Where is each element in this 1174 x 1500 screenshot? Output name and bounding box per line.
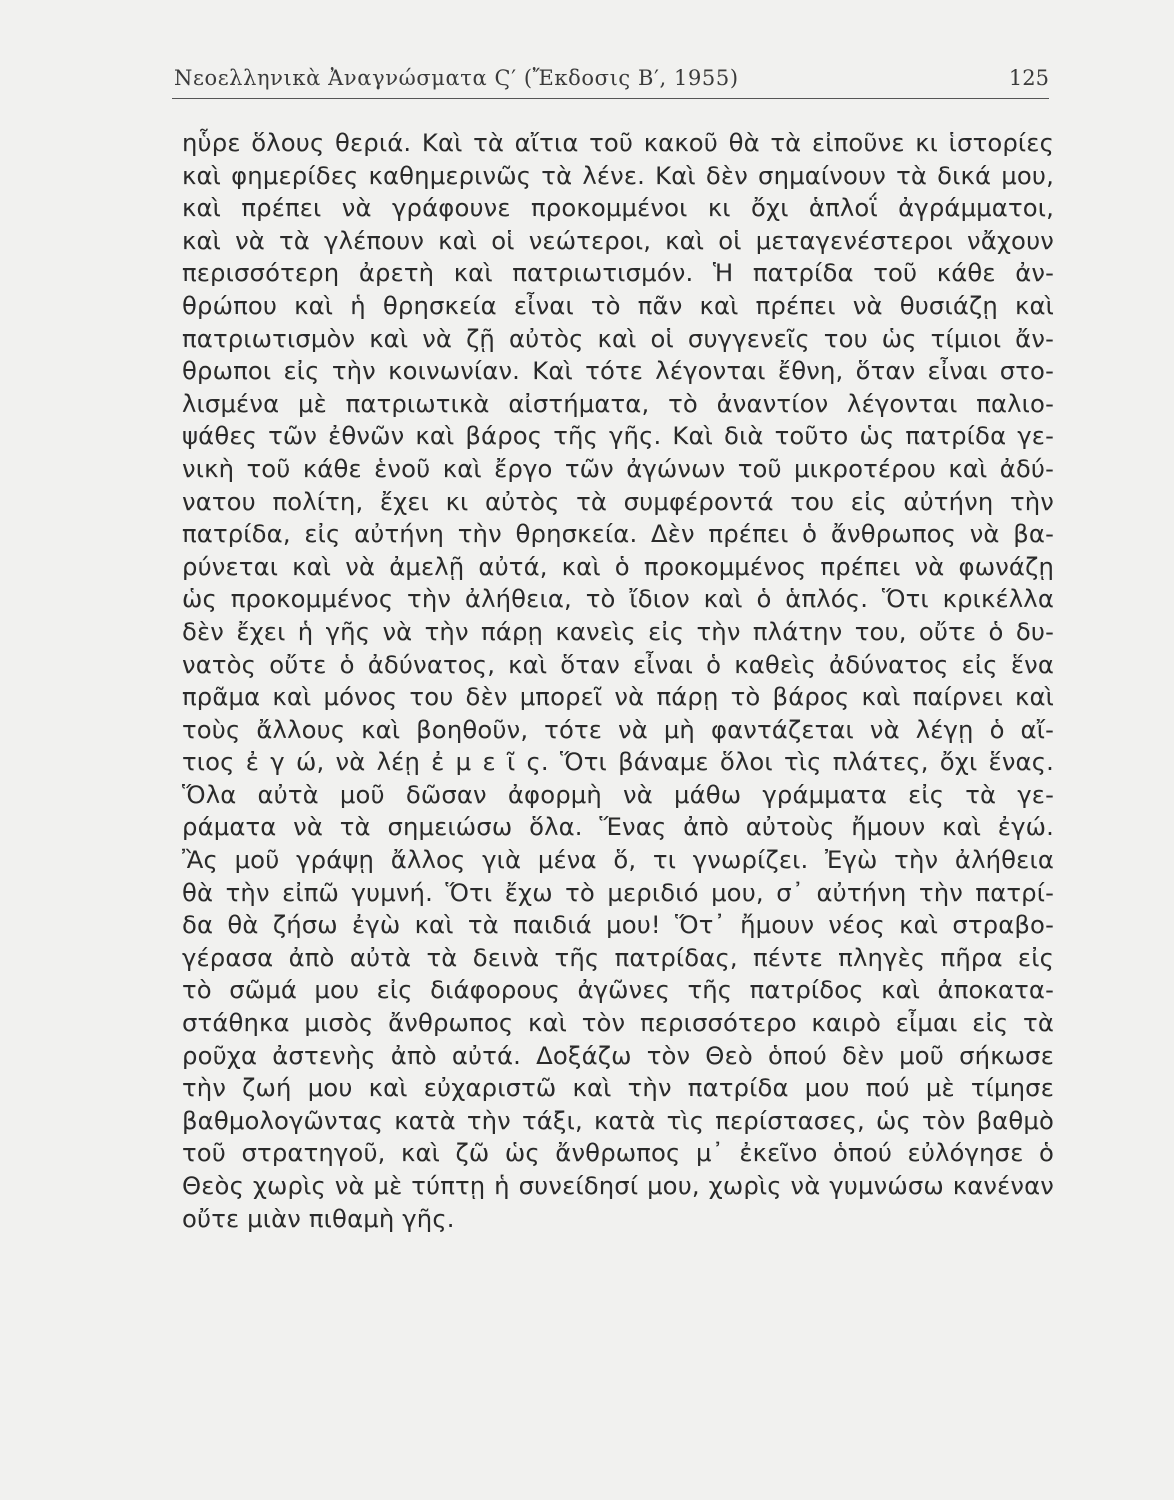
text-line: στάθηκα μισὸς ἄνθρωπος καὶ τὸν περισσότερο καιρὸ εἶμαι εἰς τὰ bbox=[182, 1008, 1054, 1038]
text-line: ὡς προκομμένος τὴν ἀλήθεια, τὸ ἴδιον καὶ ὁ ἁπλός. Ὅτι κρικέλλα bbox=[182, 584, 1054, 614]
text-line: δα θὰ ζήσω ἐγὼ καὶ τὰ παιδιά μου! Ὅτ᾽ ἤμουν νέος καὶ στραβο- bbox=[182, 910, 1054, 940]
text-line: πατρίδα, εἰς αὐτήνη τὴν θρησκεία. Δὲν πρέπει ὁ ἄνθρωπος νὰ βα- bbox=[182, 519, 1054, 549]
page-number: 125 bbox=[1008, 66, 1049, 90]
text-line: θρώπου καὶ ἡ θρησκεία εἶναι τὸ πᾶν καὶ πρέπει νὰ θυσιάζῃ καὶ bbox=[182, 290, 1054, 320]
running-head: Νεοελληνικὰ Ἀναγνώσματα Ϛ′ (Ἔκδοσις Β′, 1955) bbox=[174, 66, 739, 90]
text-line: οὔτε μιὰν πιθαμὴ γῆς. bbox=[182, 1203, 455, 1233]
text-line: τιος ἐ γ ώ, νὰ λέῃ ἐ μ ε ῖ ς. Ὅτι βάναμε ὅλοι τὶς πλάτες, ὄχι ἕνας. bbox=[182, 747, 1054, 777]
body-text bbox=[182, 127, 1054, 1235]
text-line: καὶ πρέπει νὰ γράφουνε προκομμένοι κι ὄχι ἁπλοΐ ἀγράμματοι, bbox=[182, 193, 1054, 223]
text-line: ροῦχα ἀστενὴς ἀπὸ αὐτά. Δοξάζω τὸν Θεὸ ὁπού δὲν μοῦ σήκωσε bbox=[182, 1040, 1054, 1070]
text-line: λισμένα μὲ πατριωτικὰ αἰστήματα, τὸ ἀναντίον λέγονται παλιο- bbox=[182, 388, 1054, 418]
text-line: τὸ σῶμά μου εἰς διάφορους ἀγῶνες τῆς πατρίδος καὶ ἀποκατα- bbox=[182, 975, 1054, 1005]
text-line: τὴν ζωή μου καὶ εὐχαριστῶ καὶ τὴν πατρίδα μου πού μὲ τίμησε bbox=[182, 1073, 1054, 1103]
text-line: γέρασα ἀπὸ αὐτὰ τὰ δεινὰ τῆς πατρίδας, πέντε πληγὲς πῆρα εἰς bbox=[182, 942, 1054, 972]
text-line: τοῦ στρατηγοῦ, καὶ ζῶ ὡς ἄνθρωπος μ᾽ ἐκεῖνο ὁπού εὐλόγησε ὁ bbox=[182, 1138, 1054, 1168]
text-line: πατριωτισμὸν καὶ νὰ ζῇ αὐτὸς καὶ οἱ συγγενεῖς του ὡς τίμιοι ἄν- bbox=[182, 323, 1054, 353]
text-line: πρᾶμα καὶ μόνος του δὲν μπορεῖ νὰ πάρῃ τὸ βάρος καὶ παίρνει καὶ bbox=[182, 682, 1054, 712]
text-line: Ἂς μοῦ γράψῃ ἄλλος γιὰ μένα ὅ, τι γνωρίζει. Ἐγὼ τὴν ἀλήθεια bbox=[182, 845, 1054, 875]
text-line: νικὴ τοῦ κάθε ἑνοῦ καὶ ἔργο τῶν ἀγώνων τοῦ μικροτέρου καὶ ἀδύ- bbox=[182, 453, 1054, 483]
text-line: καὶ φημερίδες καθημερινῶς τὰ λένε. Καὶ δὲν σημαίνουν τὰ δικά μου, bbox=[182, 160, 1054, 190]
text-line: περισσότερη ἀρετὴ καὶ πατριωτισμόν. Ἡ πατρίδα τοῦ κάθε ἀν- bbox=[182, 258, 1054, 288]
text-line: τοὺς ἄλλους καὶ βοηθοῦν, τότε νὰ μὴ φαντάζεται νὰ λέγῃ ὁ αἴ- bbox=[182, 714, 1054, 744]
text-line: Θεὸς χωρὶς νὰ μὲ τύπτῃ ἡ συνείδησί μου, χωρὶς νὰ γυμνώσω κανέναν bbox=[182, 1171, 1054, 1200]
text-line: ηὗρε ὅλους θεριά. Καὶ τὰ αἴτια τοῦ κακοῦ θὰ τὰ εἰποῦνε κι ἱστορίες bbox=[182, 128, 1054, 157]
text-line: νατου πολίτη, ἔχει κι αὐτὸς τὰ συμφέροντά του εἰς αὐτήνη τὴν bbox=[182, 486, 1054, 516]
text-line: καὶ νὰ τὰ γλέπουν καὶ οἱ νεώτεροι, καὶ οἱ μεταγενέστεροι νἄχουν bbox=[182, 225, 1054, 255]
text-line: ρύνεται καὶ νὰ ἀμελῇ αὐτά, καὶ ὁ προκομμένος πρέπει νὰ φωνάζῃ bbox=[182, 551, 1054, 581]
page-header bbox=[172, 64, 1049, 99]
text-line: Ὅλα αὐτὰ μοῦ δῶσαν ἀφορμὴ νὰ μάθω γράμματα εἰς τὰ γε- bbox=[182, 779, 1054, 809]
text-line: θὰ τὴν εἰπῶ γυμνή. Ὅτι ἔχω τὸ μεριδιό μου, σ᾽ αὐτήνη τὴν πατρί- bbox=[182, 877, 1054, 907]
text-line: ράματα νὰ τὰ σημειώσω ὅλα. Ἕνας ἀπὸ αὐτοὺς ἤμουν καὶ ἐγώ. bbox=[182, 812, 1054, 842]
text-line: νατὸς οὔτε ὁ ἀδύνατος, καὶ ὅταν εἶναι ὁ καθεὶς ἀδύνατος εἰς ἕνα bbox=[182, 649, 1054, 679]
text-line: δὲν ἔχει ἡ γῆς νὰ τὴν πάρῃ κανεὶς εἰς τὴν πλάτην του, οὔτε ὁ δυ- bbox=[182, 616, 1054, 646]
text-line: θρωποι εἰς τὴν κοινωνίαν. Καὶ τότε λέγονται ἔθνη, ὅταν εἶναι στο- bbox=[182, 356, 1054, 386]
text-line: ψάθες τῶν ἐθνῶν καὶ βάρος τῆς γῆς. Καὶ διὰ τοῦτο ὡς πατρίδα γε- bbox=[182, 421, 1054, 451]
text-line: βαθμολογῶντας κατὰ τὴν τάξι, κατὰ τὶς περίστασες, ὡς τὸν βαθμὸ bbox=[182, 1105, 1054, 1135]
